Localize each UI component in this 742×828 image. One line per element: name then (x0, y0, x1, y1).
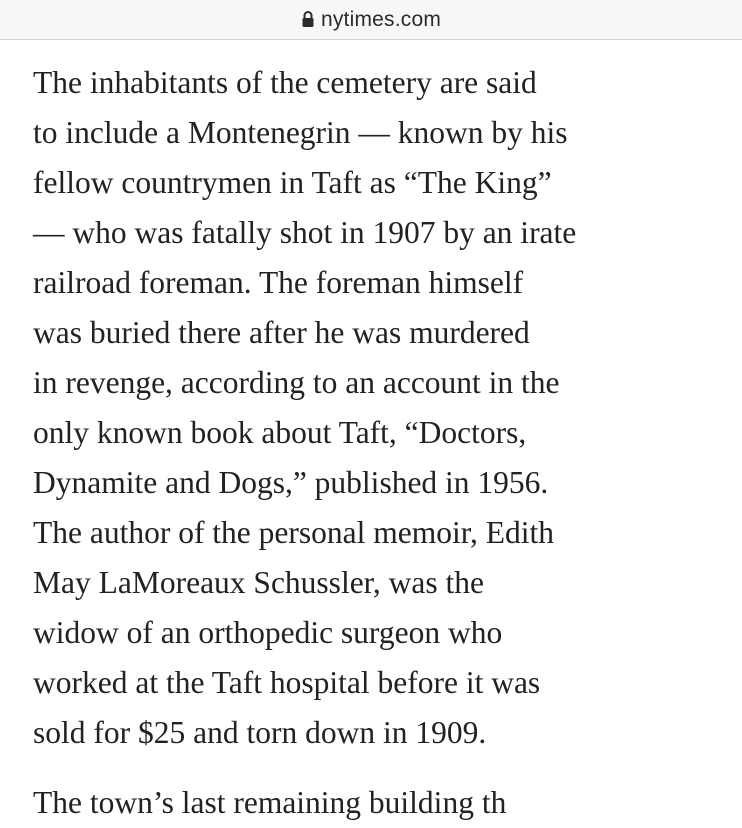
paragraph-line: The author of the personal memoir, Edith (33, 515, 554, 550)
paragraph-line: to include a Montenegrin — known by his (33, 115, 568, 150)
paragraph-line: was buried there after he was murdered (33, 315, 530, 350)
paragraph-line: worked at the Taft hospital before it was (33, 665, 541, 700)
paragraph-line: in revenge, according to an account in the (33, 365, 560, 400)
article-body (33, 58, 723, 758)
paragraph-line: widow of an orthopedic surgeon who (33, 615, 503, 650)
url-text: nytimes.com (320, 7, 442, 31)
address-bar[interactable] (0, 0, 742, 40)
paragraph-line: Dynamite and Dogs,” published in 1956. (33, 465, 549, 500)
paragraph-line: sold for $25 and torn down in 1909. (33, 715, 487, 750)
lock-icon (301, 10, 315, 28)
paragraph-line: — who was fatally shot in 1907 by an irate (33, 215, 577, 250)
paragraph-line: fellow countrymen in Taft as “The King” (33, 165, 552, 200)
url-display[interactable] (301, 0, 441, 40)
next-paragraph-partial (33, 770, 723, 820)
article-paragraph (33, 58, 723, 758)
paragraph-line: The inhabitants of the cemetery are said (33, 65, 537, 100)
paragraph-line: only known book about Taft, “Doctors, (33, 415, 527, 450)
paragraph-line: railroad foreman. The foreman himself (33, 265, 524, 300)
paragraph-line: The town’s last remaining building th (33, 785, 507, 820)
paragraph-line: May LaMoreaux Schussler, was the (33, 565, 484, 600)
